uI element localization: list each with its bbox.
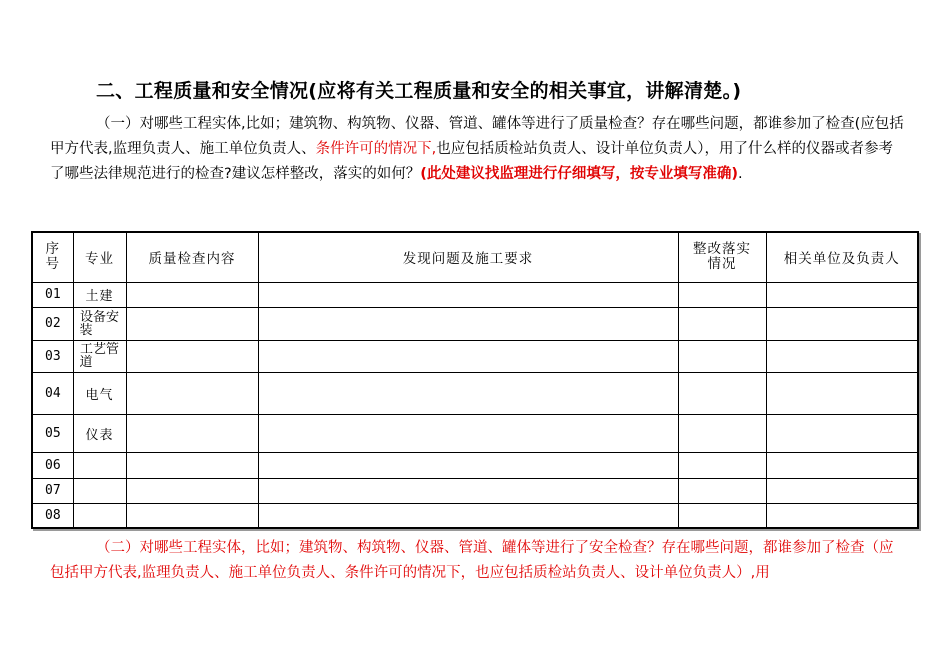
row-content-cell[interactable] [126, 452, 258, 478]
row-seq: 04 [32, 372, 73, 414]
row-units-cell[interactable] [766, 478, 918, 503]
row-specialty [73, 452, 126, 478]
row-problems-cell[interactable] [258, 307, 678, 340]
row-rectification-cell[interactable] [678, 307, 766, 340]
row-content-cell[interactable] [126, 478, 258, 503]
quality-instructions-paragraph [50, 112, 905, 187]
table-row [32, 372, 918, 414]
row-rectification-cell[interactable] [678, 452, 766, 478]
header-specialty: 专业 [73, 232, 126, 282]
row-problems-cell[interactable] [258, 282, 678, 307]
row-rectification-cell[interactable] [678, 414, 766, 452]
row-content-cell[interactable] [126, 282, 258, 307]
row-seq: 08 [32, 503, 73, 528]
section-heading: 二、工程质量和安全情况(应将有关工程质量和安全的相关事宜，讲解清楚。) [96, 80, 742, 102]
row-seq: 06 [32, 452, 73, 478]
table-row [32, 282, 918, 307]
row-specialty: 工艺管道 [73, 340, 126, 372]
quality-inspection-table [31, 231, 919, 529]
row-rectification-cell[interactable] [678, 282, 766, 307]
row-units-cell[interactable] [766, 372, 918, 414]
header-seq: 序 号 [32, 232, 73, 282]
row-rectification-cell[interactable] [678, 503, 766, 528]
row-units-cell[interactable] [766, 307, 918, 340]
row-specialty [73, 503, 126, 528]
instructions-text-a: （一）对哪些工程实体,比如；建筑物、构筑物、仪器、管道、罐体等进行了质量检查？存在哪些问题，都谁参加了检查(应包括甲方代表,监理负责人、施工单位负责人、 [50, 116, 904, 157]
row-problems-cell[interactable] [258, 372, 678, 414]
table-row [32, 452, 918, 478]
table-header-row [32, 232, 918, 282]
row-units-cell[interactable] [766, 414, 918, 452]
header-content: 质量检查内容 [126, 232, 258, 282]
row-content-cell[interactable] [126, 372, 258, 414]
row-units-cell[interactable] [766, 503, 918, 528]
table-row [32, 503, 918, 528]
row-content-cell[interactable] [126, 340, 258, 372]
row-problems-cell[interactable] [258, 414, 678, 452]
row-seq: 03 [32, 340, 73, 372]
row-units-cell[interactable] [766, 452, 918, 478]
row-units-cell[interactable] [766, 282, 918, 307]
row-rectification-cell[interactable] [678, 478, 766, 503]
header-problems: 发现问题及施工要求 [258, 232, 678, 282]
header-units: 相关单位及负责人 [766, 232, 918, 282]
row-rectification-cell[interactable] [678, 340, 766, 372]
instructions-period: . [737, 166, 743, 182]
safety-instructions-paragraph: （二）对哪些工程实体，比如；建筑物、构筑物、仪器、管道、罐体等进行了安全检查？存在哪些问题，都谁参加了检查（应包括甲方代表,监理负责人、施工单位负责人、条件许可的情况下，也应包括质检站负责人、设计单位负责人）,用 [50, 540, 894, 581]
header-rectification: 整改落实 情况 [678, 232, 766, 282]
instructions-text-c: 也应包括质检站负责人、设计单位负责人），用了什么样的仪器或者参考了哪些法律规范进行的检查?建议怎样整改，落实的如何？ [50, 141, 893, 182]
table-row [32, 307, 918, 340]
row-seq: 07 [32, 478, 73, 503]
row-seq: 01 [32, 282, 73, 307]
row-specialty [73, 478, 126, 503]
row-problems-cell[interactable] [258, 340, 678, 372]
row-problems-cell[interactable] [258, 503, 678, 528]
row-specialty: 设备安装 [73, 307, 126, 340]
supervisor-note: (此处建议找监理进行仔细填写，按专业填写准确) [420, 166, 738, 182]
table-row [32, 478, 918, 503]
conditional-note: 条件许可的情况下, [315, 141, 437, 157]
row-problems-cell[interactable] [258, 478, 678, 503]
row-content-cell[interactable] [126, 414, 258, 452]
row-problems-cell[interactable] [258, 452, 678, 478]
row-seq: 05 [32, 414, 73, 452]
table-row [32, 414, 918, 452]
table-row [32, 340, 918, 372]
row-content-cell[interactable] [126, 307, 258, 340]
row-specialty: 电气 [73, 372, 126, 414]
row-content-cell[interactable] [126, 503, 258, 528]
row-specialty: 土建 [73, 282, 126, 307]
row-specialty: 仪表 [73, 414, 126, 452]
row-units-cell[interactable] [766, 340, 918, 372]
row-rectification-cell[interactable] [678, 372, 766, 414]
row-seq: 02 [32, 307, 73, 340]
